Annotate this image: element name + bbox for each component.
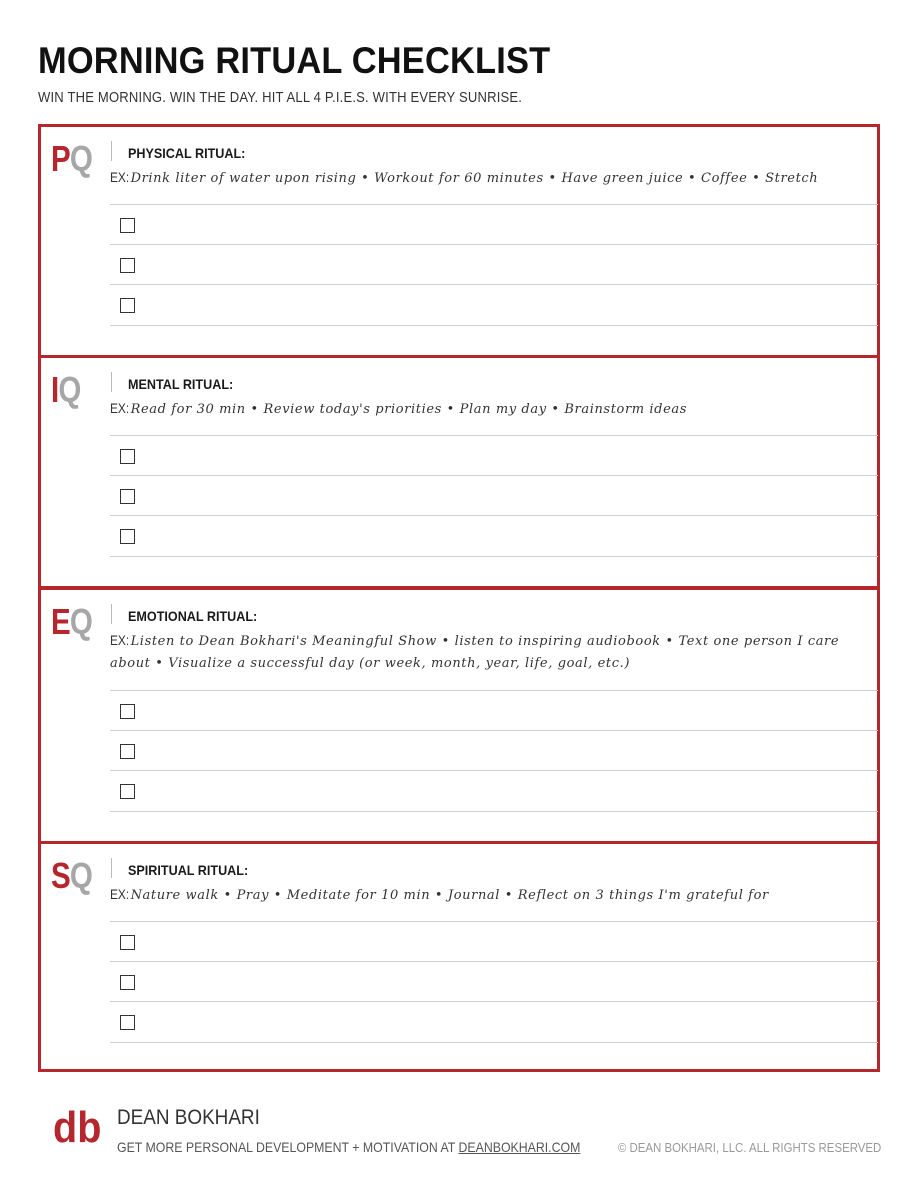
checkbox[interactable] xyxy=(120,784,135,799)
example-text xyxy=(110,167,880,189)
checkbox[interactable] xyxy=(120,1015,135,1030)
checklist-row xyxy=(110,961,878,1002)
badge-q: Q xyxy=(58,369,81,410)
ex-label: EX: xyxy=(110,400,130,416)
checklist-row xyxy=(110,921,878,962)
checklist-row xyxy=(110,435,878,476)
checkbox[interactable] xyxy=(120,449,135,464)
divider xyxy=(111,604,112,624)
checkbox[interactable] xyxy=(120,704,135,719)
section-badge xyxy=(51,369,81,410)
checkbox[interactable] xyxy=(120,935,135,950)
ex-label: EX: xyxy=(110,886,130,902)
page-subtitle: WIN THE MORNING. WIN THE DAY. HIT ALL 4 P.I.E.S. WITH EVERY SUNRISE. xyxy=(38,90,523,106)
section-physical xyxy=(38,124,880,358)
example-value: Read for 30 min • Review today's priorities • Plan my day • Brainstorm ideas xyxy=(130,402,688,417)
website-link[interactable]: DEANBOKHARI.COM xyxy=(458,1139,581,1155)
checklist-row xyxy=(110,475,878,516)
checkbox[interactable] xyxy=(120,298,135,313)
section-badge xyxy=(51,855,93,896)
badge-letter: P xyxy=(51,138,70,179)
section-emotional xyxy=(38,587,880,844)
badge-letter: S xyxy=(51,855,70,896)
badge-q: Q xyxy=(69,138,93,179)
checkbox[interactable] xyxy=(120,529,135,544)
tagline-text: GET MORE PERSONAL DEVELOPMENT + MOTIVATION AT xyxy=(117,1139,459,1155)
checkbox[interactable] xyxy=(120,258,135,273)
ex-label: EX: xyxy=(110,632,130,648)
checklist-row xyxy=(110,730,878,771)
badge-letter: I xyxy=(51,369,59,410)
author-name: DEAN BOKHARI xyxy=(117,1106,260,1129)
footer-tagline xyxy=(117,1139,580,1155)
section-spiritual xyxy=(38,841,880,1072)
checklist-row xyxy=(110,284,878,326)
example-value: Listen to Dean Bokhari's Meaningful Show • listen to inspiring audiobook • Text one person I care about • Visualize a successful day (or week, month, year, life, goal, etc.) xyxy=(110,634,840,671)
example-value: Drink liter of water upon rising • Workout for 60 minutes • Have green juice • Coffee • Stretch xyxy=(130,171,819,186)
section-title: MENTAL RITUAL: xyxy=(128,376,234,392)
checkbox[interactable] xyxy=(120,218,135,233)
checklist-row xyxy=(110,1001,878,1043)
section-mental xyxy=(38,355,880,589)
checklist-row xyxy=(110,690,878,731)
badge-q: Q xyxy=(69,601,93,642)
page-title: MORNING RITUAL CHECKLIST xyxy=(38,40,551,81)
checkbox[interactable] xyxy=(120,489,135,504)
checklist-row xyxy=(110,244,878,285)
checklist-row xyxy=(110,515,878,557)
section-badge xyxy=(51,138,93,179)
checklist-row xyxy=(110,204,878,245)
checkbox[interactable] xyxy=(120,744,135,759)
checklist-row xyxy=(110,770,878,812)
section-title: PHYSICAL RITUAL: xyxy=(128,145,246,161)
example-text xyxy=(110,884,880,906)
section-title: SPIRITUAL RITUAL: xyxy=(128,862,249,878)
example-text xyxy=(110,630,880,674)
brand-logo: db xyxy=(53,1103,102,1152)
section-badge xyxy=(51,601,93,642)
divider xyxy=(111,858,112,878)
example-value: Nature walk • Pray • Meditate for 10 min • Journal • Reflect on 3 things I'm grateful for xyxy=(130,888,769,903)
section-title: EMOTIONAL RITUAL: xyxy=(128,608,258,624)
divider xyxy=(111,372,112,392)
example-text xyxy=(110,398,880,420)
badge-q: Q xyxy=(69,855,93,896)
checkbox[interactable] xyxy=(120,975,135,990)
badge-letter: E xyxy=(51,601,70,642)
copyright: © DEAN BOKHARI, LLC. ALL RIGHTS RESERVED xyxy=(617,1140,881,1155)
ex-label: EX: xyxy=(110,169,130,185)
divider xyxy=(111,141,112,161)
